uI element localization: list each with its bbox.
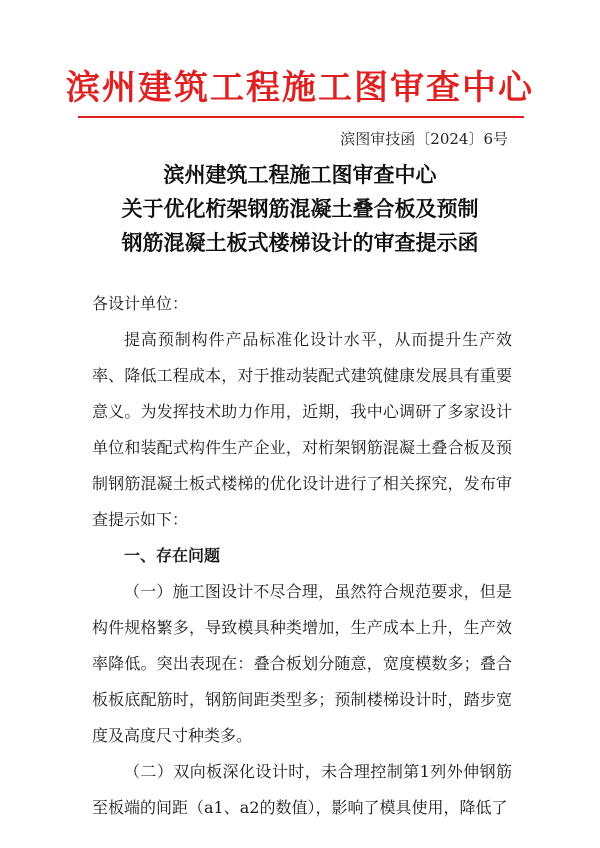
title-line-1: 滨州建筑工程施工图审查中心 [163,162,437,187]
document-body [92,286,512,826]
section-heading-problems: 一、存在问题 [124,546,221,565]
letterhead-rule [78,116,524,118]
document-number: 滨图审技函〔2024〕6号 [340,130,508,148]
paragraph-intro: 提高预制构件产品标准化设计水平，从而提升生产效率、降低工程成本，对于推动装配式建筑健康发展具有重要意义。为发挥技术助力作用，近期，我中心调研了多家设计单位和装配式构件生产企业，对桁架钢筋混凝土叠合板及预制钢筋混凝土板式楼梯的优化设计进行了相关探究，发布审查提示如下： [92,330,512,529]
paragraph-problem-1: （一）施工图设计不尽合理，虽然符合规范要求，但是构件规格繁多，导致模具种类增加，生产成本上升，生产效率降低。突出表现在：叠合板划分随意，宽度模数多；叠合板板底配筋时，钢筋间距类型多；预制楼梯设计时，踏步宽度及高度尺寸种类多。 [92,582,512,745]
document-title [0,158,600,260]
title-line-3: 钢筋混凝土板式楼梯设计的审查提示函 [121,230,479,255]
salutation: 各设计单位： [92,294,189,313]
paragraph-problem-2: （二）双向板深化设计时，未合理控制第1列外伸钢筋至板端的间距（a1、a2的数值），影响了模具使用，降低了 [92,762,512,817]
title-line-2: 关于优化桁架钢筋混凝土叠合板及预制 [121,196,479,221]
letterhead: 滨州建筑工程施工图审查中心 [66,68,534,108]
